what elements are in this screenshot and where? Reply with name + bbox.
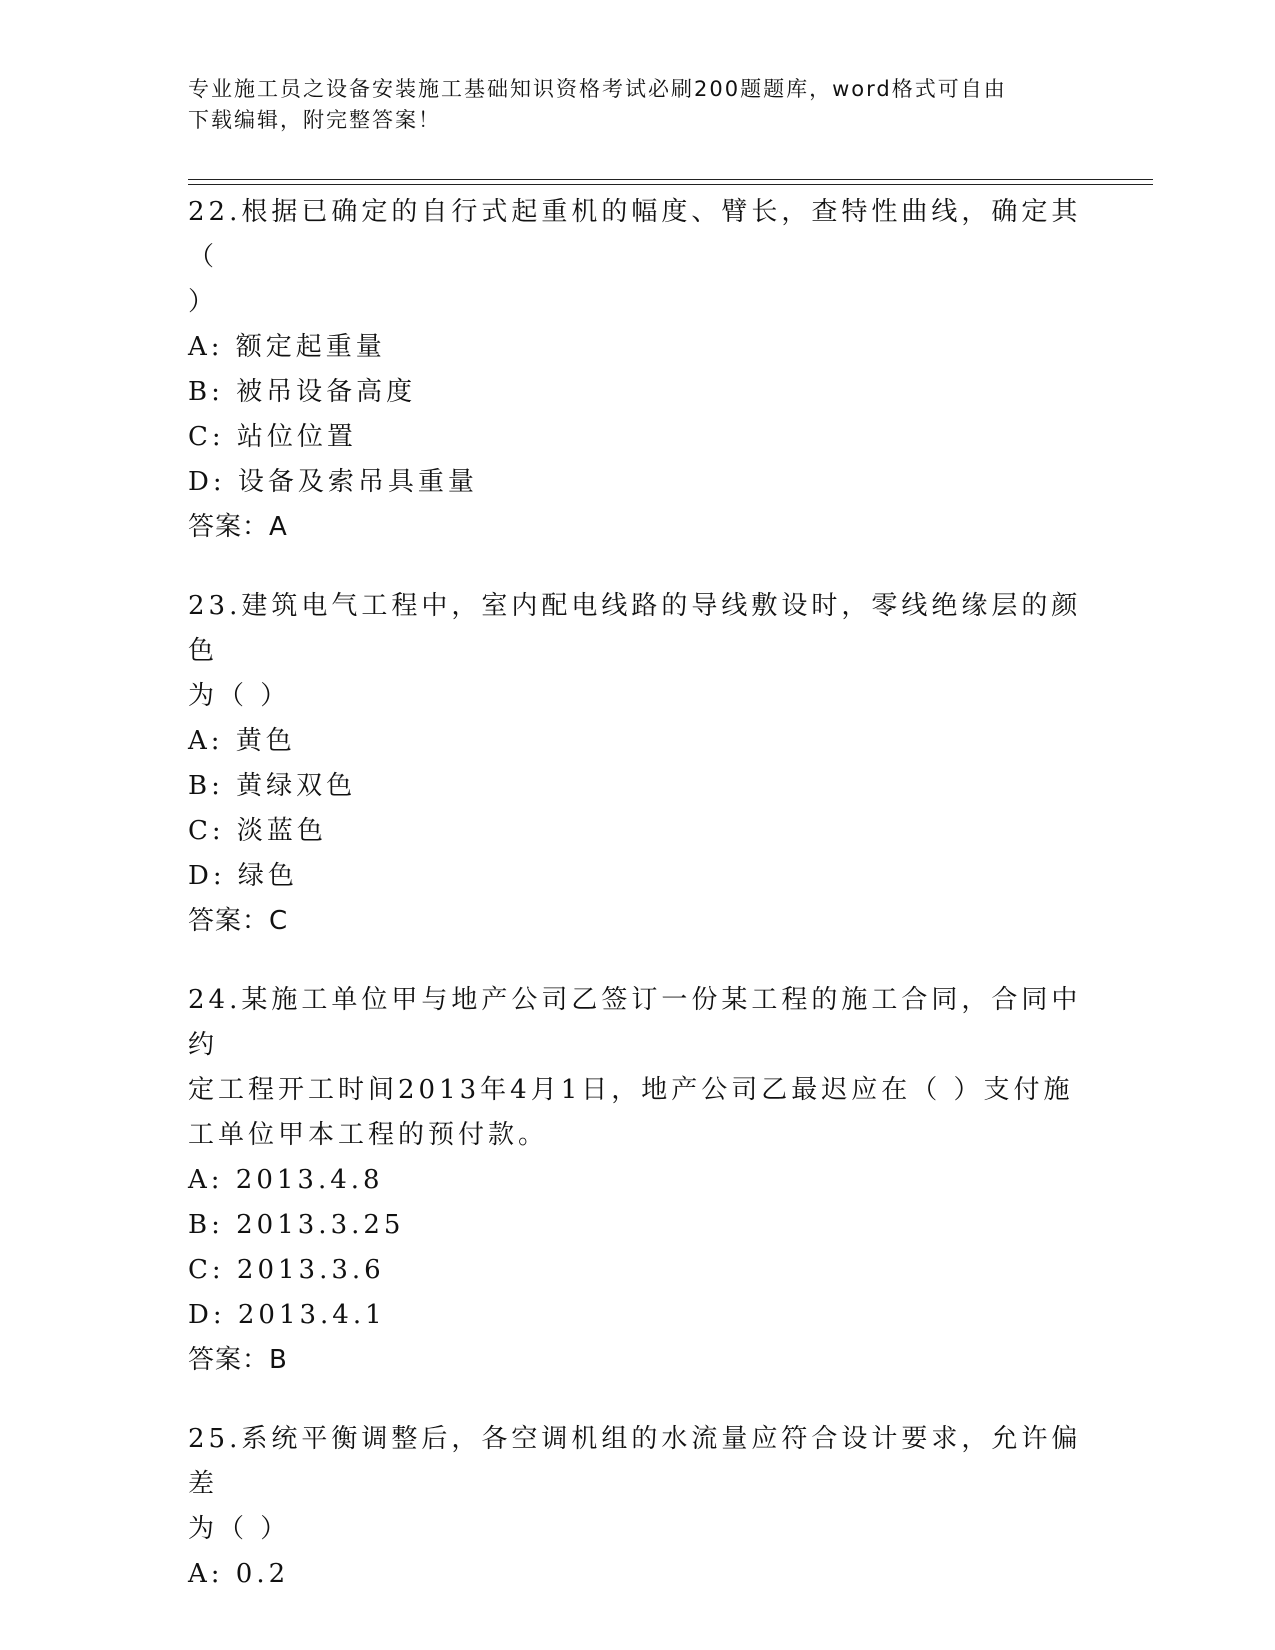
option-c: C: 淡蓝色	[188, 816, 327, 846]
stem-line: 为（ ）	[188, 1514, 291, 1544]
document-header	[188, 74, 1068, 136]
stem-line: 为（ ）	[188, 681, 291, 711]
stem-line: 定工程开工时间2013年4月1日，地产公司乙最迟应在（ ）支付施	[188, 1075, 1074, 1105]
option-b: B: 2013.3.25	[188, 1210, 405, 1240]
question-stem	[188, 978, 1088, 1158]
answer: 答案：B	[188, 1345, 288, 1375]
question-stem	[188, 190, 1088, 325]
question-stem	[188, 584, 1088, 719]
option-a: A: 额定起重量	[188, 332, 386, 362]
header-line-2: 下载编辑，附完整答案！	[188, 108, 441, 132]
header-line-1: 专业施工员之设备安装施工基础知识资格考试必刷200题题库，word格式可自由	[188, 77, 1007, 101]
option-a: A: 黄色	[188, 726, 296, 756]
stem-line: 22.根据已确定的自行式起重机的幅度、臂长，查特性曲线，确定其（	[188, 197, 1082, 272]
question-list	[188, 190, 1088, 1631]
stem-line: 工单位甲本工程的预付款。	[188, 1120, 549, 1150]
option-b: B: 被吊设备高度	[188, 377, 417, 407]
option-d: D: 2013.4.1	[188, 1300, 386, 1330]
question-25	[188, 1417, 1088, 1597]
header-divider-top	[188, 179, 1153, 180]
question-23	[188, 584, 1088, 944]
option-b: B: 黄绿双色	[188, 771, 357, 801]
option-d: D: 设备及索吊具重量	[188, 467, 478, 497]
option-c: C: 站位位置	[188, 422, 357, 452]
question-22	[188, 190, 1088, 550]
answer: 答案：C	[188, 906, 289, 936]
option-d: D: 绿色	[188, 861, 298, 891]
stem-line: 24.某施工单位甲与地产公司乙签订一份某工程的施工合同，合同中约	[188, 985, 1082, 1060]
answer: 答案：A	[188, 512, 288, 542]
header-divider-bottom	[188, 184, 1153, 185]
question-stem	[188, 1417, 1088, 1552]
stem-line: ）	[188, 287, 219, 317]
stem-line: 23.建筑电气工程中，室内配电线路的导线敷设时，零线绝缘层的颜色	[188, 591, 1082, 666]
option-a: A: 2013.4.8	[188, 1165, 384, 1195]
option-a: A: 0.2	[188, 1559, 290, 1589]
question-24	[188, 978, 1088, 1383]
option-c: C: 2013.3.6	[188, 1255, 385, 1285]
stem-line: 25.系统平衡调整后，各空调机组的水流量应符合设计要求，允许偏差	[188, 1424, 1082, 1499]
